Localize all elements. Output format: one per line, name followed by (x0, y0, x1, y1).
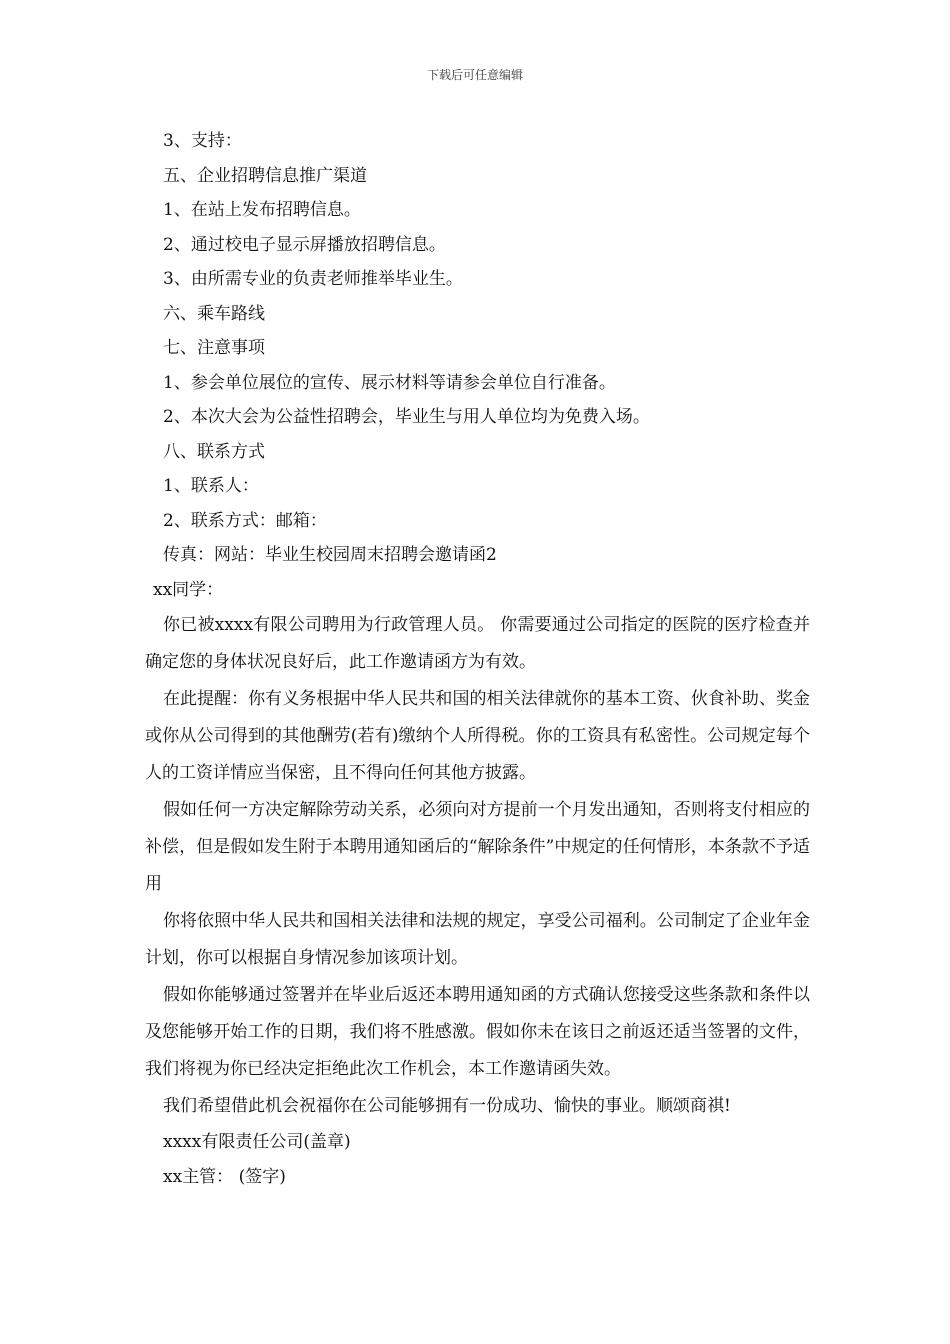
body-paragraph: 你将依照中华人民共和国相关法律和法规的规定，享受公司福利。公司制定了企业年金计划，你可以根据自身情况参加该项计划。 (145, 911, 810, 968)
salutation: xx同学： (153, 579, 224, 600)
body-paragraph: 假如你能够通过签署并在毕业后返还本聘用通知函的方式确认您接受这些条款和条件以及您能够开始工作的日期，我们将不胜感激。假如你未在该日之前返还适当签署的文件，我们将视为你已经决定拒绝此次工作机会，本工作邀请函失效。 (145, 985, 810, 1079)
list-item: 3、由所需专业的负责老师推举毕业生。 (163, 269, 463, 289)
body-paragraph: 在此提醒：你有义务根据中华人民共和国的相关法律就你的基本工资、伙食补助、奖金或你从公司得到的其他酬劳(若有)缴纳个人所得税。你的工资具有私密性。公司规定每个人的工资详情应当保密，且不得向任何其他方披露。 (145, 689, 810, 783)
list-item: 2、联系方式：邮箱： (163, 510, 327, 531)
section-heading: 五、企业招聘信息推广渠道 (163, 165, 367, 186)
list-item: 1、在站上发布招聘信息。 (163, 200, 361, 220)
list-item: 传真：网站：毕业生校园周末招聘会邀请函2 (163, 545, 497, 565)
list-item: 1、参会单位展位的宣传、展示材料等请参会单位自行准备。 (163, 372, 616, 393)
body-paragraph: 我们希望借此机会祝福你在公司能够拥有一份成功、愉快的事业。顺颂商祺! (163, 1096, 731, 1116)
list-item: 2、本次大会为公益性招聘会，毕业生与用人单位均为免费入场。 (163, 407, 650, 427)
list-item: 1、联系人： (163, 476, 259, 496)
list-item: 2、通过校电子显示屏播放招聘信息。 (163, 234, 446, 255)
document-body (145, 124, 810, 1194)
section-heading: 八、联系方式 (163, 441, 265, 462)
body-paragraph: 你已被xxxx有限公司聘用为行政管理人员。 你需要通过公司指定的医院的医疗检查并确定您的身体状况良好后，此工作邀请函方为有效。 (145, 615, 810, 672)
section-heading: 六、乘车路线 (163, 303, 265, 324)
company-seal-line: xxxx有限责任公司(盖章) (163, 1132, 351, 1152)
page-header: 下载后可任意编辑 (426, 68, 523, 82)
body-paragraph: 假如任何一方决定解除劳动关系，必须向对方提前一个月发出通知，否则将支付相应的补偿，但是假如发生附于本聘用通知函后的“解除条件”中规定的任何情形，本条款不予适用 (145, 800, 810, 894)
list-item: 3、支持： (163, 131, 242, 151)
section-heading: 七、注意事项 (163, 338, 265, 358)
signature-line: xx主管： (签字) (163, 1166, 286, 1187)
